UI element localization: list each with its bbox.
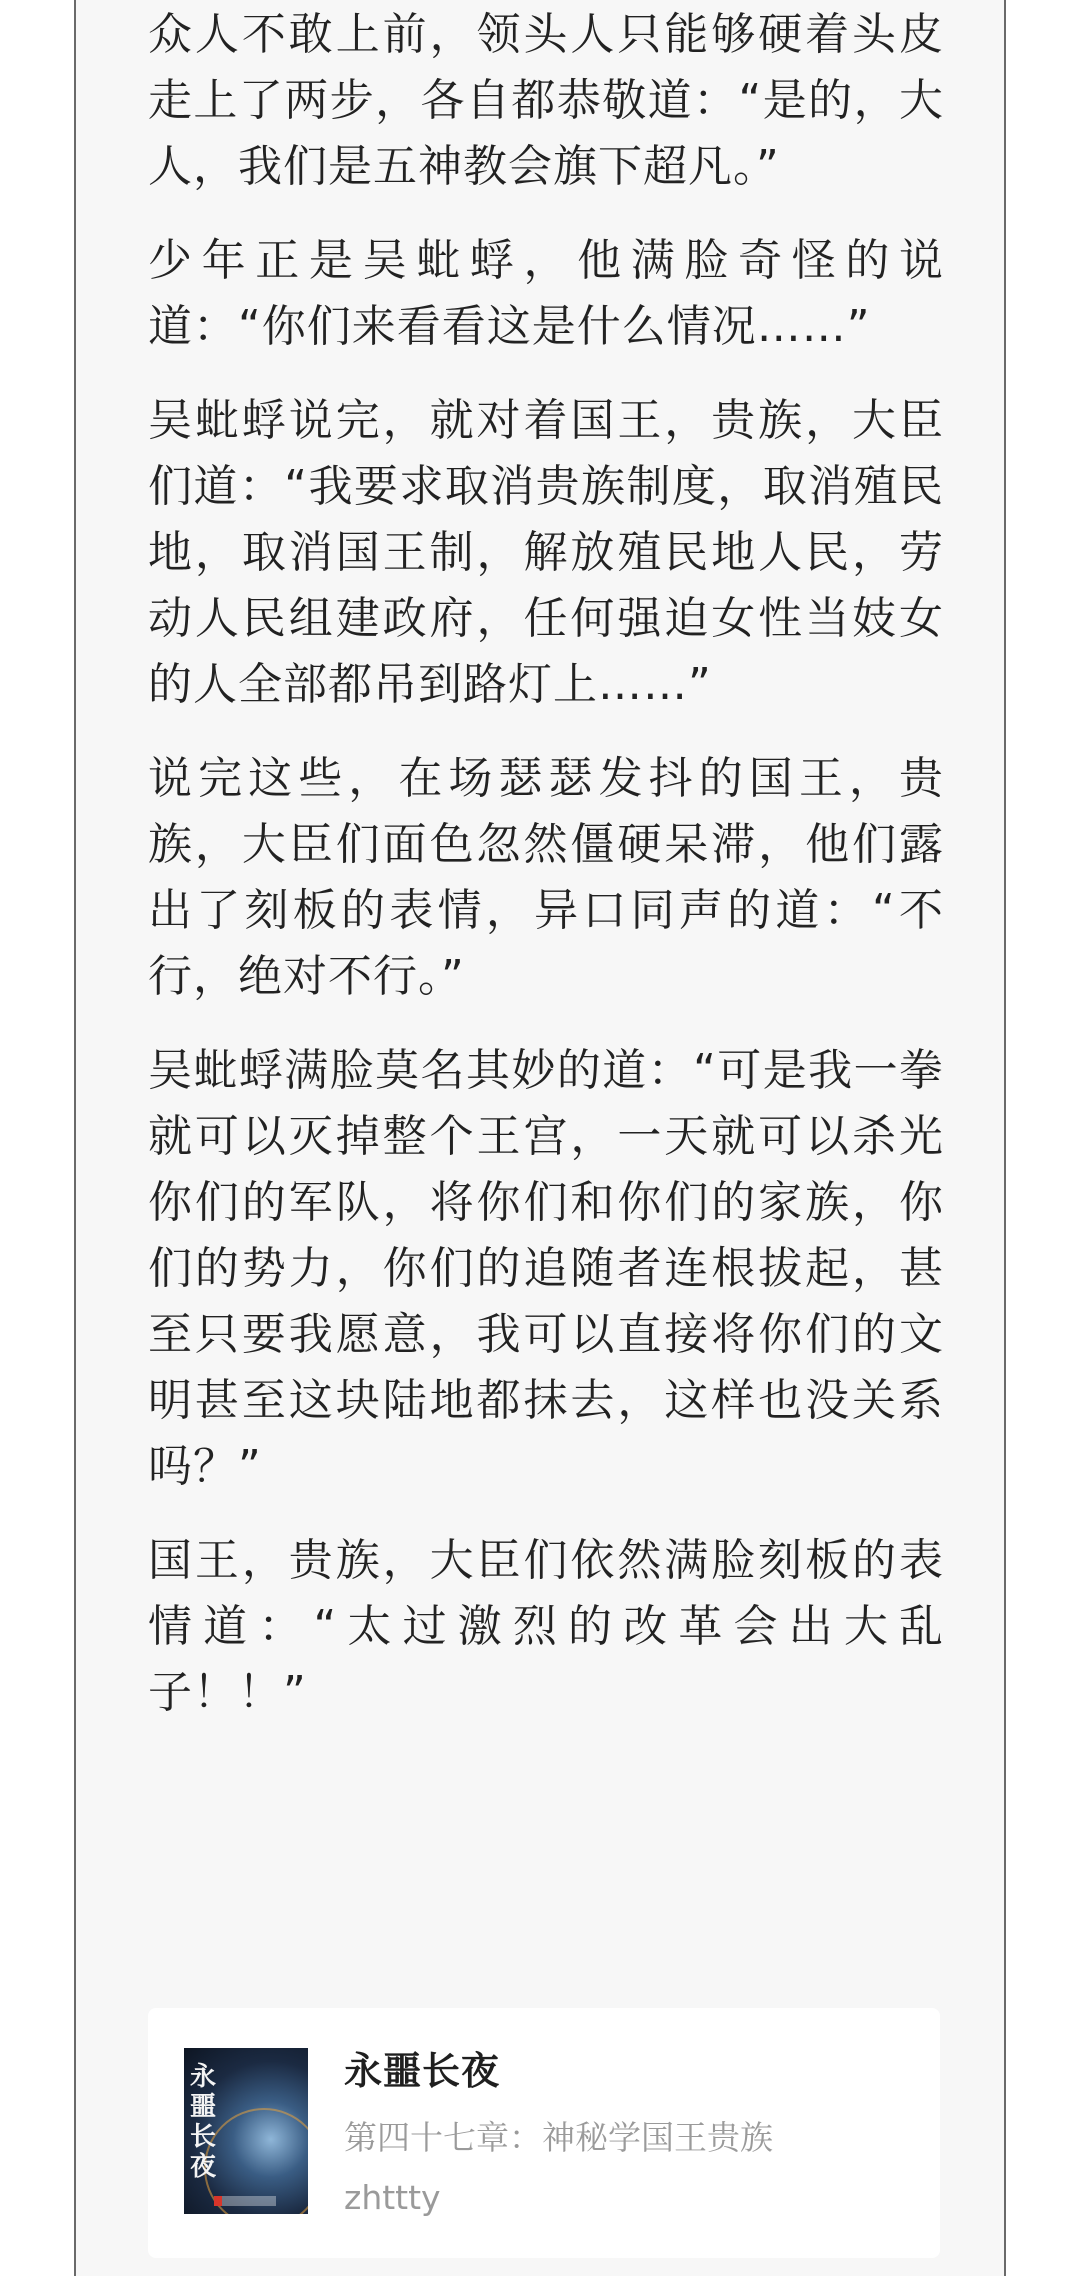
article-paragraph: 众人不敢上前，领头人只能够硬着头皮走上了两步，各自都恭敬道：“是的，大人，我们是五神教会旗下超凡。”	[148, 9, 944, 192]
book-chapter: 第四十七章：神秘学国王贵族	[344, 2118, 773, 2157]
reader-frame	[74, 0, 1006, 2276]
article-paragraph: 吴蚍蜉说完，就对着国王，贵族，大臣们道：“我要求取消贵族制度，取消殖民地，取消国王制，解放殖民地人民，劳动人民组建政府，任何强迫女性当妓女的人全部都吊到路灯上……”	[148, 395, 944, 710]
book-card[interactable]	[148, 2008, 940, 2258]
article-paragraph: 说完这些，在场瑟瑟发抖的国王，贵族，大臣们面色忽然僵硬呆滞，他们露出了刻板的表情，异口同声的道：“不行，绝对不行。”	[148, 753, 944, 1002]
article-body	[148, 0, 944, 1754]
publisher-logo-icon	[222, 2196, 276, 2206]
book-cover	[184, 2048, 308, 2214]
article-paragraph: 国王，贵族，大臣们依然满脸刻板的表情道：“太过激烈的改革会出大乱子！！”	[148, 1535, 944, 1718]
book-title: 永噩长夜	[344, 2049, 501, 2093]
article-paragraph: 少年正是吴蚍蜉，他满脸奇怪的说道：“你们来看看这是什么情况……”	[148, 235, 944, 352]
book-author: zhttty	[344, 2178, 441, 2217]
article-paragraph: 吴蚍蜉满脸莫名其妙的道：“可是我一拳就可以灭掉整个王宫，一天就可以杀光你们的军队，将你们和你们的家族，你们的势力，你们的追随者连根拔起，甚至只要我愿意，我可以直接将你们的文明甚至这块陆地都抹去，这样也没关系吗？”	[148, 1045, 944, 1492]
cover-title: 永噩长夜	[190, 2062, 217, 2182]
